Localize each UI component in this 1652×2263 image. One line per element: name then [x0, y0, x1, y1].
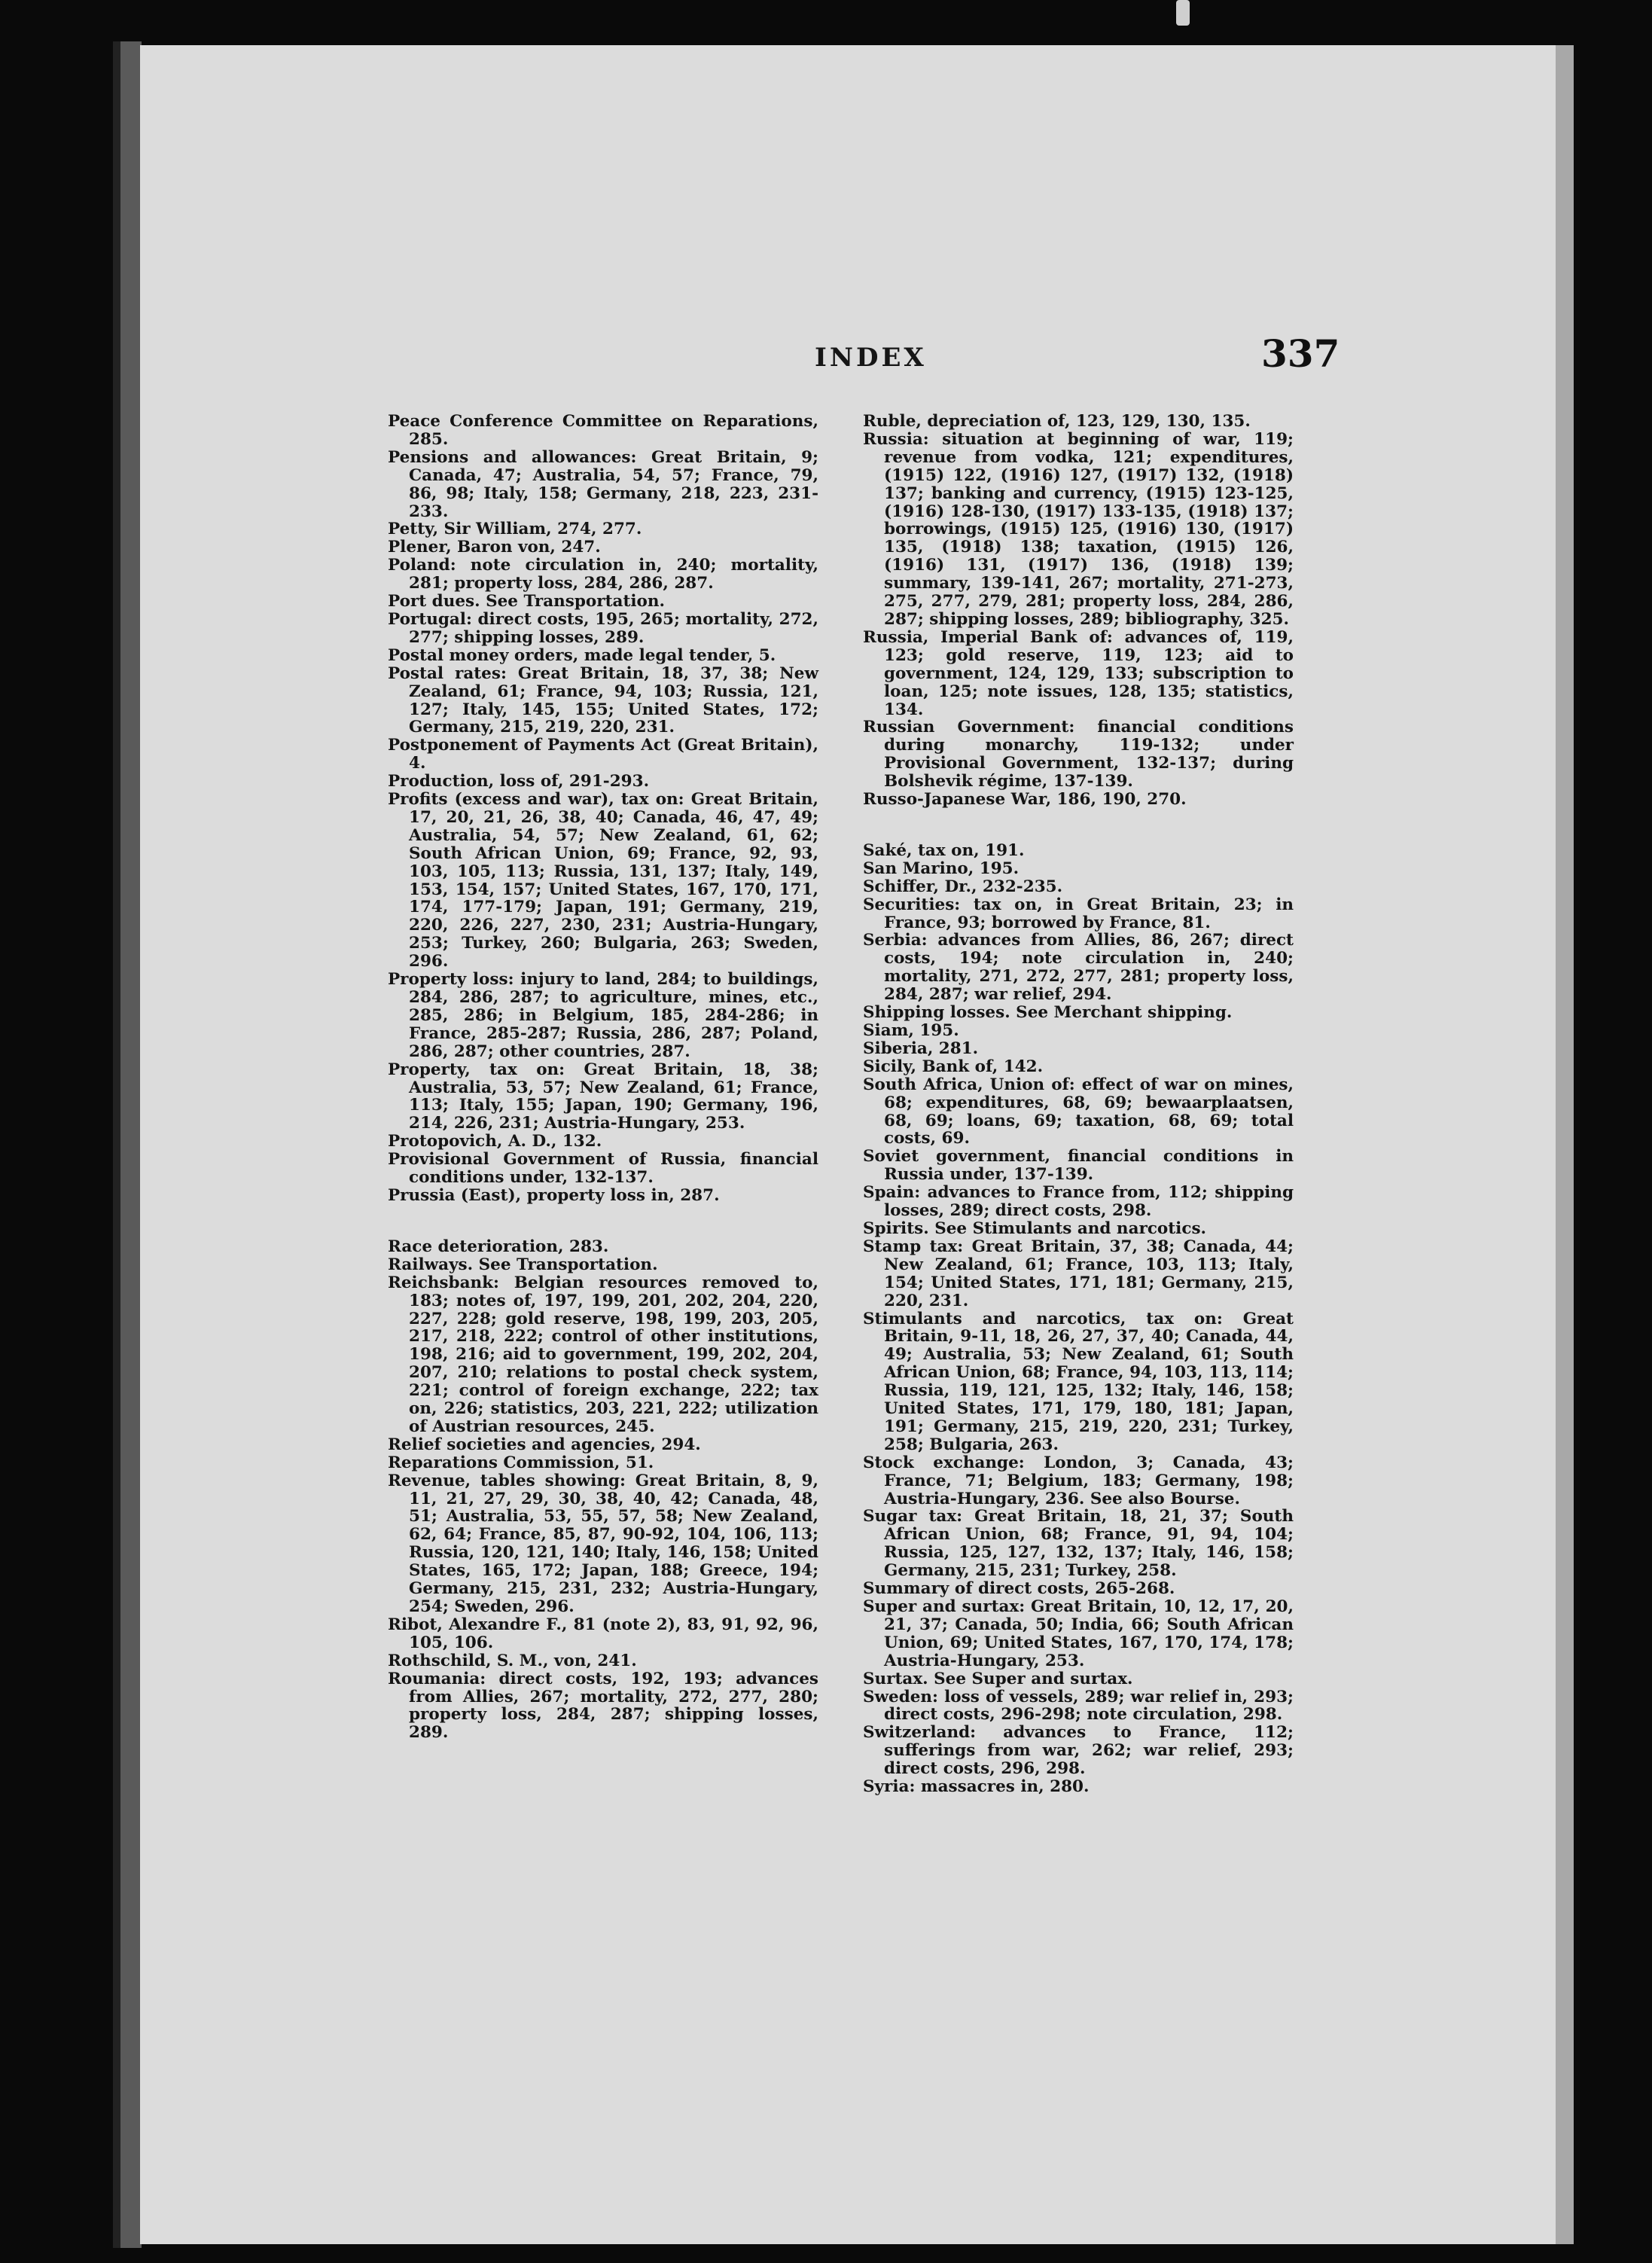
- index-entry: Ruble, depreciation of, 123, 129, 130, 135.: [863, 412, 1251, 431]
- letter-section-gap: [388, 1205, 818, 1238]
- binding-shadow: [113, 41, 120, 2248]
- index-entry: Russo-Japanese War, 186, 190, 270.: [863, 790, 1187, 810]
- index-entry: Russian Government: financial conditions during monarchy, 119-132; under Provisional Government, 132-137; during Bolshevik régime, 137-139.: [863, 718, 1294, 791]
- index-entry: Syria: massacres in, 280.: [863, 1777, 1090, 1797]
- index-entry: Postal money orders, made legal tender, 5.: [388, 645, 776, 665]
- page-number: 337: [1261, 331, 1340, 376]
- index-entry: Relief societies and agencies, 294.: [388, 1435, 701, 1454]
- index-entry: Postal rates: Great Britain, 18, 37, 38; New Zealand, 61; France, 94, 103; Russia, 121, 127; Italy, 145, 155; United States, 172; Germany, 215, 219, 220, 231.: [388, 663, 818, 737]
- index-column-right: [863, 413, 1294, 1796]
- index-entry: Property, tax on: Great Britain, 18, 38; Australia, 53, 57; New Zealand, 61; France, 113; Italy, 155; Japan, 190; Germany, 196, 214, 226, 231; Austria-Hungary, 253.: [388, 1060, 818, 1133]
- index-column-left: [388, 413, 818, 1742]
- index-entry: Sugar tax: Great Britain, 18, 21, 37; South African Union, 68; France, 91, 94, 104; Russia, 125, 127, 132, 137; Italy, 146, 158; Germany, 215, 231; Turkey, 258.: [863, 1507, 1294, 1581]
- letter-section-gap: [863, 809, 1294, 842]
- index-entry: Summary of direct costs, 265-268.: [863, 1579, 1175, 1599]
- index-entry: Switzerland: advances to France, 112; sufferings from war, 262; war relief, 293; direct costs, 296, 298.: [863, 1723, 1294, 1779]
- index-entry: Securities: tax on, in Great Britain, 23; in France, 93; borrowed by France, 81.: [863, 895, 1294, 932]
- index-entry: Reichsbank: Belgian resources removed to, 183; notes of, 197, 199, 201, 202, 204, 220, 227, 228; gold reserve, 198, 199, 203, 205, 217, 218, 222; control of other institutions, 198, 216; aid to government, 199, 202, 204, 207, 210; relations to postal check system, 221; control of foreign exchange, 222; tax on, 226; statistics, 203, 221, 222; utilization of Austrian resources, 245.: [388, 1273, 818, 1436]
- index-entry: Portugal: direct costs, 195, 265; mortality, 272, 277; shipping losses, 289.: [388, 609, 818, 647]
- index-entry: Schiffer, Dr., 232-235.: [863, 877, 1063, 896]
- index-entry: Provisional Government of Russia, financial conditions under, 132-137.: [388, 1150, 818, 1188]
- index-entry: Prussia (East), property loss in, 287.: [388, 1185, 720, 1205]
- index-entry: Property loss: injury to land, 284; to buildings, 284, 286, 287; to agriculture, mines, etc., 285, 286; in Belgium, 185, 284-286; in France, 285-287; Russia, 286, 287; Poland, 286, 287; other countries, 287.: [388, 970, 818, 1061]
- index-entry: Port dues. See Transportation.: [388, 592, 666, 611]
- index-entry: Protopovich, A. D., 132.: [388, 1132, 602, 1151]
- index-entry: Roumania: direct costs, 192, 193; advances from Allies, 267; mortality, 272, 277, 280; property loss, 284, 287; shipping losses, 289.: [388, 1669, 818, 1743]
- index-entry: Soviet government, financial conditions in Russia under, 137-139.: [863, 1147, 1294, 1185]
- index-entry: Shipping losses. See Merchant shipping.: [863, 1003, 1233, 1023]
- index-entry: Peace Conference Committee on Reparations, 285.: [388, 412, 818, 449]
- book-spine: [120, 41, 142, 2248]
- index-entry: Russia, Imperial Bank of: advances of, 119, 123; gold reserve, 119, 123; aid to government, 124, 129, 133; subscription to loan, 125; note issues, 128, 135; statistics, 134.: [863, 627, 1294, 719]
- index-entry: Revenue, tables showing: Great Britain, 8, 9, 11, 21, 27, 29, 30, 38, 40, 42; Canada, 48, 51; Australia, 53, 55, 57, 58; New Zealand, 62, 64; France, 85, 87, 90-92, 104, 106, 113; Russia, 120, 121, 140; Italy, 146, 158; United States, 165, 172; Japan, 188; Greece, 194; Germany, 215, 231, 232; Austria-Hungary, 254; Sweden, 296.: [388, 1471, 818, 1616]
- index-entry: Russia: situation at beginning of war, 119; revenue from vodka, 121; expenditures, (1915) 122, (1916) 127, (1917) 132, (1918) 137; banking and currency, (1915) 123-125, (1916) 128-130, (1917) 133-135, (1918) 137; borrowings, (1915) 125, (1916) 130, (1917) 135, (1918) 138; taxation, (1915) 126, (1916) 131, (1917) 136, (1918) 139; summary, 139-141, 267; mortality, 271-273, 275, 277, 279, 281; property loss, 284, 286, 287; shipping losses, 289; bibliography, 325.: [863, 429, 1294, 629]
- index-entry: Siam, 195.: [863, 1021, 959, 1040]
- index-entry: Surtax. See Super and surtax.: [863, 1669, 1133, 1688]
- index-entry: Race deterioration, 283.: [388, 1237, 609, 1256]
- index-entry: Sweden: loss of vessels, 289; war relief in, 293; direct costs, 296-298; note circulation, 298.: [863, 1687, 1294, 1725]
- running-header: INDEX: [815, 343, 927, 373]
- index-entry: Postponement of Payments Act (Great Britain), 4.: [388, 736, 818, 773]
- index-entry: Production, loss of, 291-293.: [388, 772, 650, 791]
- index-entry: Spain: advances to France from, 112; shipping losses, 289; direct costs, 298.: [863, 1183, 1294, 1221]
- index-entry: Serbia: advances from Allies, 86, 267; direct costs, 194; note circulation in, 240; mortality, 271, 272, 277, 281; property loss, 284, 287; war relief, 294.: [863, 931, 1294, 1005]
- index-entry: Profits (excess and war), tax on: Great Britain, 17, 20, 21, 26, 38, 40; Canada, 46, 47, 49; Australia, 54, 57; New Zealand, 61, 62; South African Union, 69; France, 92, 93, 103, 105, 113; Russia, 131, 137; Italy, 149, 153, 154, 157; United States, 167, 170, 171, 174, 177-179; Japan, 191; Germany, 219, 220, 226, 227, 230, 231; Austria-Hungary, 253; Turkey, 260; Bulgaria, 263; Sweden, 296.: [388, 790, 818, 971]
- index-entry: Petty, Sir William, 274, 277.: [388, 520, 642, 539]
- index-entry: Poland: note circulation in, 240; mortality, 281; property loss, 284, 286, 287.: [388, 556, 818, 593]
- index-entry: Super and surtax: Great Britain, 10, 12, 17, 20, 21, 37; Canada, 50; India, 66; South African Union, 69; United States, 167, 170, 174, 178; Austria-Hungary, 253.: [863, 1597, 1294, 1670]
- page-edge: [1556, 45, 1574, 2244]
- index-entry: Railways. See Transportation.: [388, 1255, 658, 1274]
- scan-artifact: [1176, 0, 1190, 26]
- index-entry: Ribot, Alexandre F., 81 (note 2), 83, 91, 92, 96, 105, 106.: [388, 1615, 818, 1652]
- index-entry: Spirits. See Stimulants and narcotics.: [863, 1218, 1207, 1238]
- index-entry: Sicily, Bank of, 142.: [863, 1057, 1044, 1076]
- index-entry: Saké, tax on, 191.: [863, 840, 1025, 860]
- index-entry: Siberia, 281.: [863, 1038, 979, 1058]
- index-entry: Stimulants and narcotics, tax on: Great Britain, 9-11, 18, 26, 27, 37, 40; Canada, 44, 49; Australia, 53; New Zealand, 61; South African Union, 68; France, 94, 103, 113, 114; Russia, 119, 121, 125, 132; Italy, 146, 158; United States, 171, 179, 180, 181; Japan, 191; Germany, 215, 219, 220, 231; Turkey, 258; Bulgaria, 263.: [863, 1309, 1294, 1454]
- index-entry: Reparations Commission, 51.: [388, 1453, 654, 1472]
- book-page: [140, 45, 1556, 2244]
- index-entry: Rothschild, S. M., von, 241.: [388, 1651, 637, 1670]
- index-entry: Stamp tax: Great Britain, 37, 38; Canada, 44; New Zealand, 61; France, 103, 113; Italy, 154; United States, 171, 181; Germany, 215, 220, 231.: [863, 1237, 1294, 1310]
- index-entry: Stock exchange: London, 3; Canada, 43; France, 71; Belgium, 183; Germany, 198; Austria-Hungary, 236. See also Bourse.: [863, 1453, 1294, 1508]
- index-entry: San Marino, 195.: [863, 859, 1020, 878]
- index-entry: Plener, Baron von, 247.: [388, 538, 601, 557]
- index-entry: South Africa, Union of: effect of war on mines, 68; expenditures, 68, 69; bewaarplaatsen, 68, 69; loans, 69; taxation, 68, 69; total costs, 69.: [863, 1075, 1294, 1148]
- index-entry: Pensions and allowances: Great Britain, 9; Canada, 47; Australia, 54, 57; France, 79, 86, 98; Italy, 158; Germany, 218, 223, 231-233.: [388, 447, 818, 521]
